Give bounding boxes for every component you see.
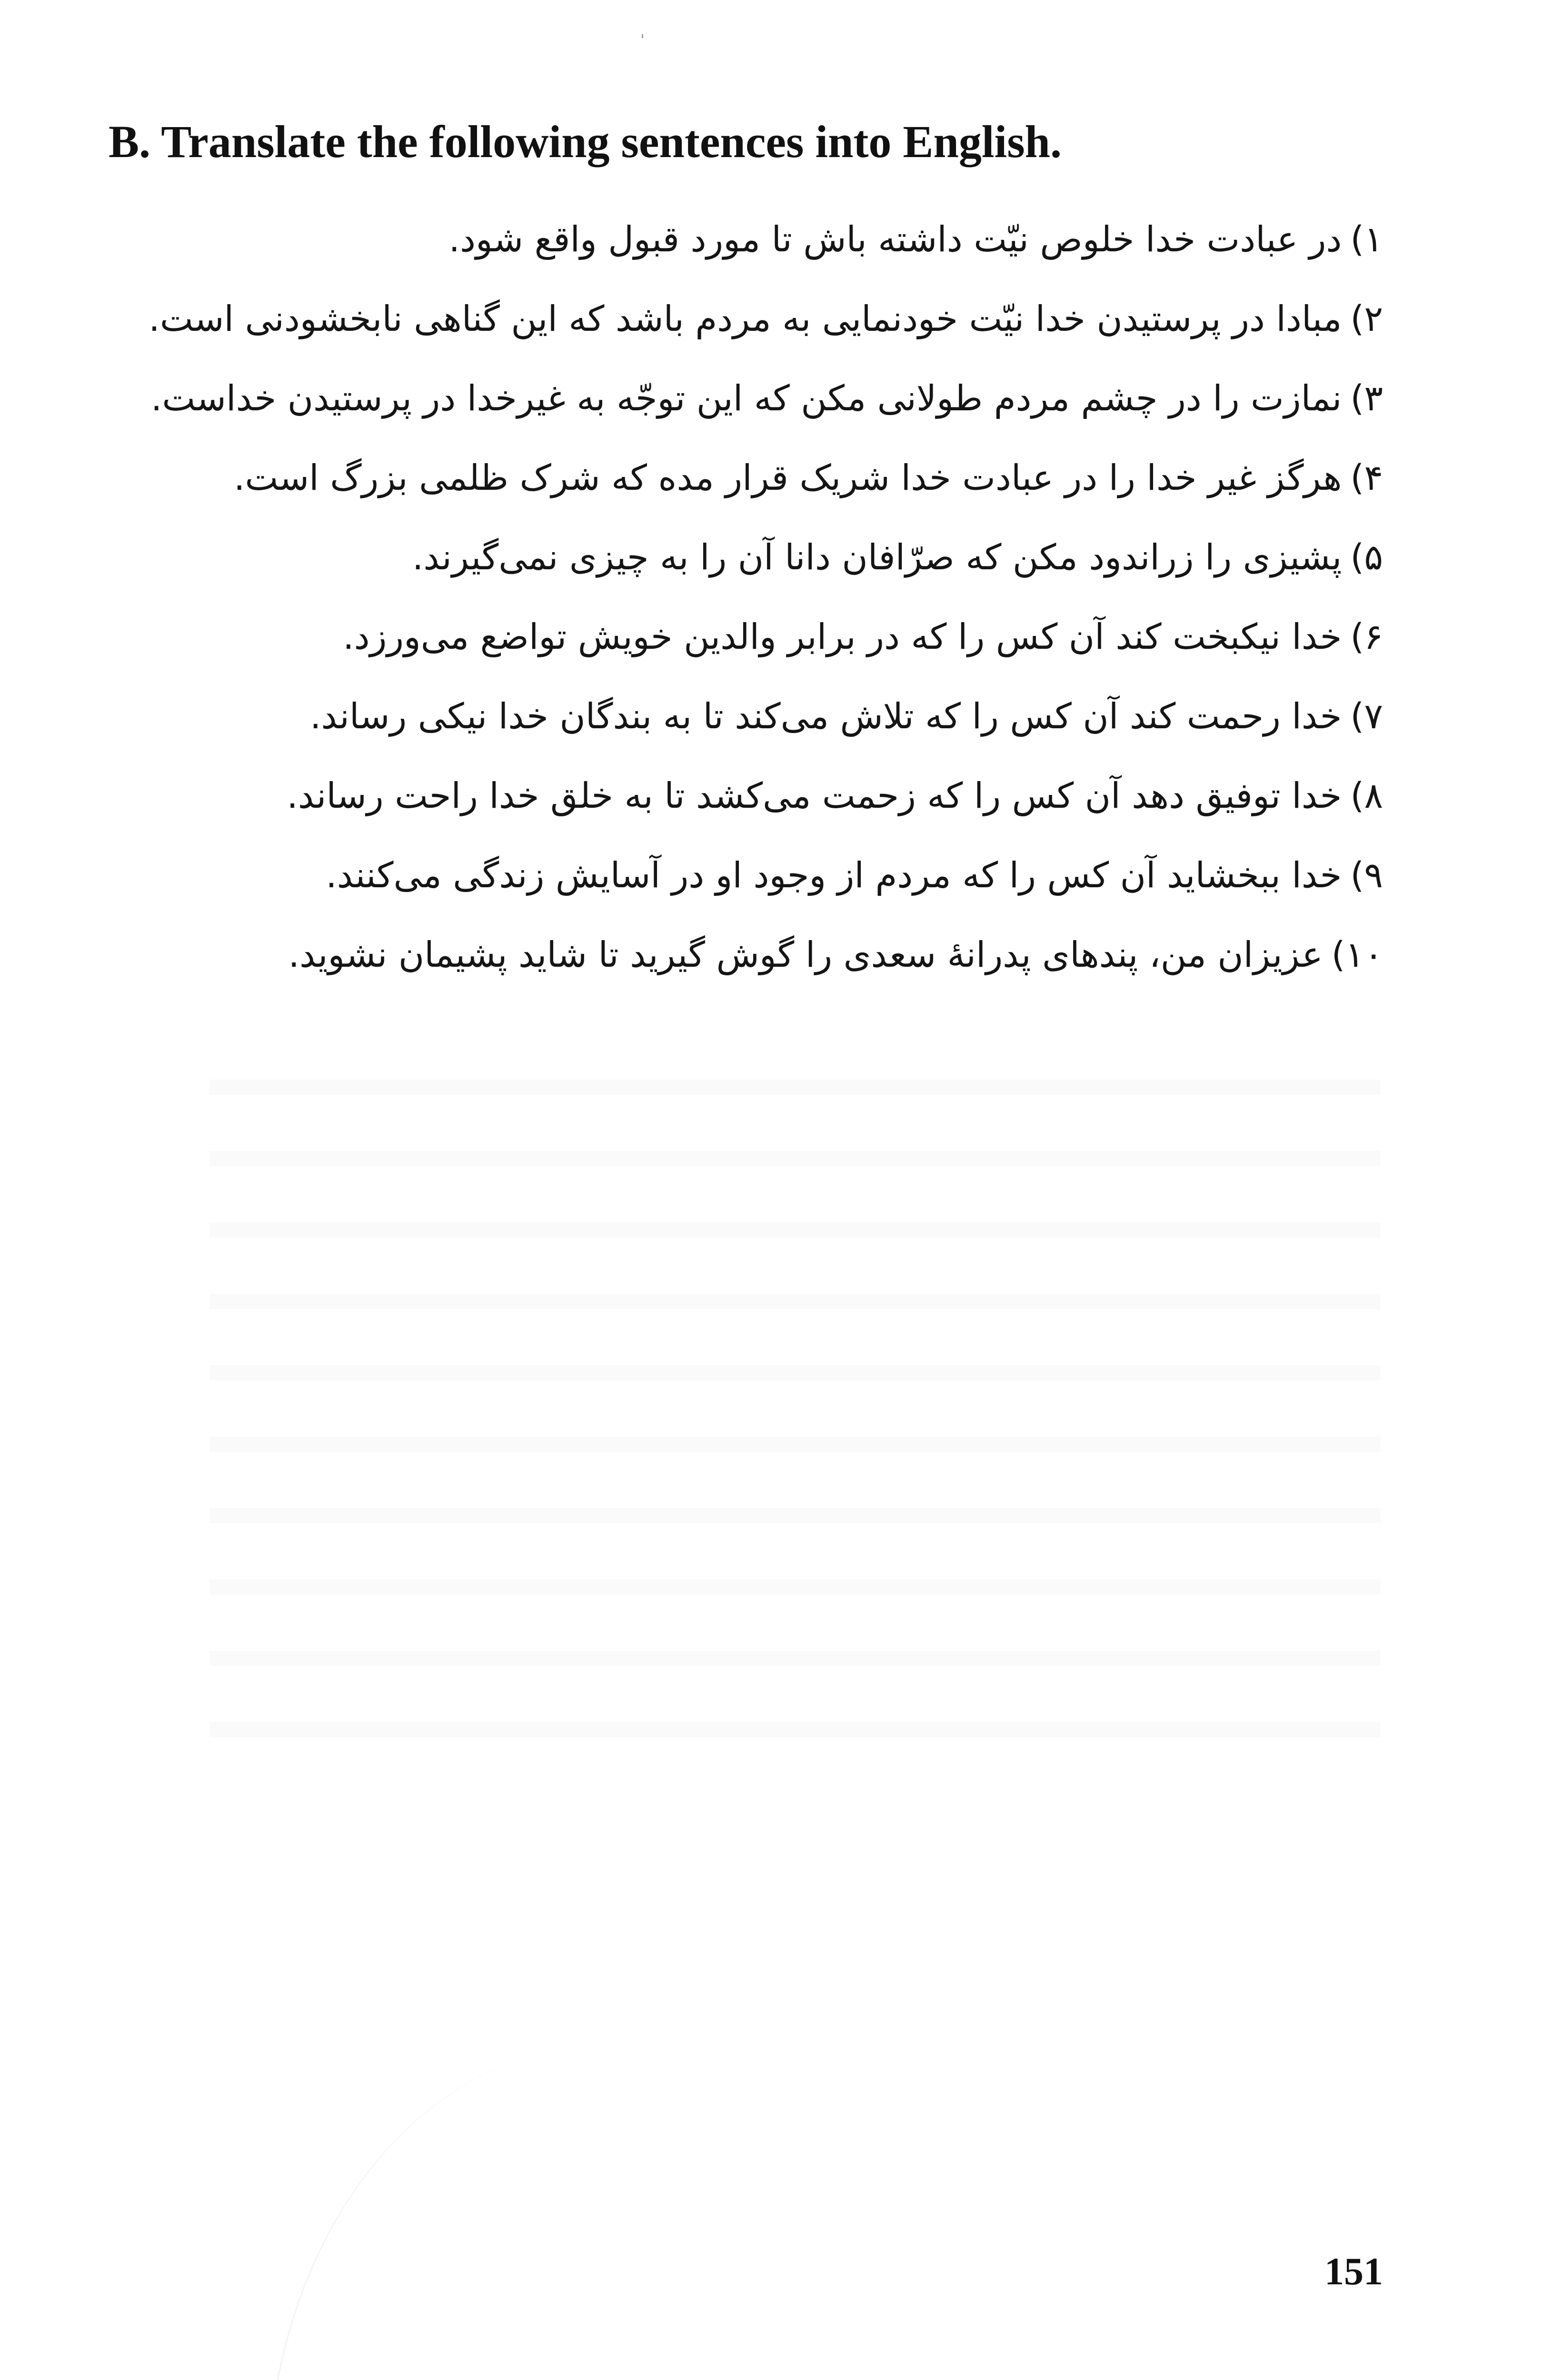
page-edge-shadow — [267, 2047, 601, 2380]
scan-speck — [642, 34, 643, 38]
sentence-number: ۵) — [1350, 537, 1383, 578]
sentence-number: ۱۰) — [1331, 934, 1383, 975]
sentence-item — [121, 756, 1383, 836]
sentence-item — [121, 836, 1383, 915]
sentence-item — [121, 359, 1383, 438]
sentence-item — [121, 200, 1383, 279]
sentence-number: ۶) — [1350, 616, 1383, 657]
page-number: 151 — [1324, 2250, 1383, 2293]
sentence-number: ۱) — [1350, 219, 1383, 260]
sentence-text: نمازت را در چشم مردم طولانی مکن که این توجّه به غیرخدا در پرستیدن خداست. — [150, 378, 1342, 419]
sentence-text: مبادا در پرستیدن خدا نیّت خودنمایی به مردم باشد که این گناهی نابخشودنی است. — [149, 298, 1342, 339]
sentence-item — [121, 279, 1383, 359]
sentence-item — [121, 597, 1383, 677]
sentence-number: ۳) — [1350, 378, 1383, 419]
sentence-text: خدا توفیق دهد آن کس را که زحمت می‌کشد تا به خلق خدا راحت رساند. — [287, 775, 1342, 816]
sentence-text: خدا رحمت کند آن کس را که تلاش می‌کند تا به بندگان خدا نیکی رساند. — [309, 696, 1342, 737]
sentence-number: ۹) — [1350, 855, 1383, 896]
show-through-texture — [209, 1023, 1381, 1737]
sentence-text: هرگز غیر خدا را در عبادت خدا شریک قرار مده که شرک ظلمی بزرگ است. — [233, 457, 1342, 498]
sentence-text: عزیزان من، پندهای پدرانهٔ سعدی را گوش گیرید تا شاید پشیمان نشوید. — [288, 934, 1323, 975]
sentence-item — [121, 677, 1383, 756]
sentence-text: خدا ببخشاید آن کس را که مردم از وجود او در آسایش زندگی می‌کنند. — [326, 855, 1342, 896]
sentence-text: در عبادت خدا خلوص نیّت داشته باش تا مورد قبول واقع شود. — [448, 219, 1342, 260]
sentence-text: خدا نیکبخت کند آن کس را که در برابر والدین خویش تواضع می‌ورزد. — [343, 616, 1342, 657]
sentence-number: ۸) — [1350, 775, 1383, 816]
sentence-item — [121, 915, 1383, 995]
sentence-number: ۲) — [1350, 298, 1383, 339]
sentence-item — [121, 518, 1383, 597]
sentence-number: ۴) — [1350, 457, 1383, 498]
exercise-heading: B. Translate the following sentences into English. — [109, 116, 1062, 167]
sentence-list — [121, 200, 1383, 995]
sentence-item — [121, 438, 1383, 518]
sentence-number: ۷) — [1350, 696, 1383, 737]
sentence-text: پشیزی را زراندود مکن که صرّافان دانا آن را به چیزی نمی‌گیرند. — [412, 537, 1342, 578]
